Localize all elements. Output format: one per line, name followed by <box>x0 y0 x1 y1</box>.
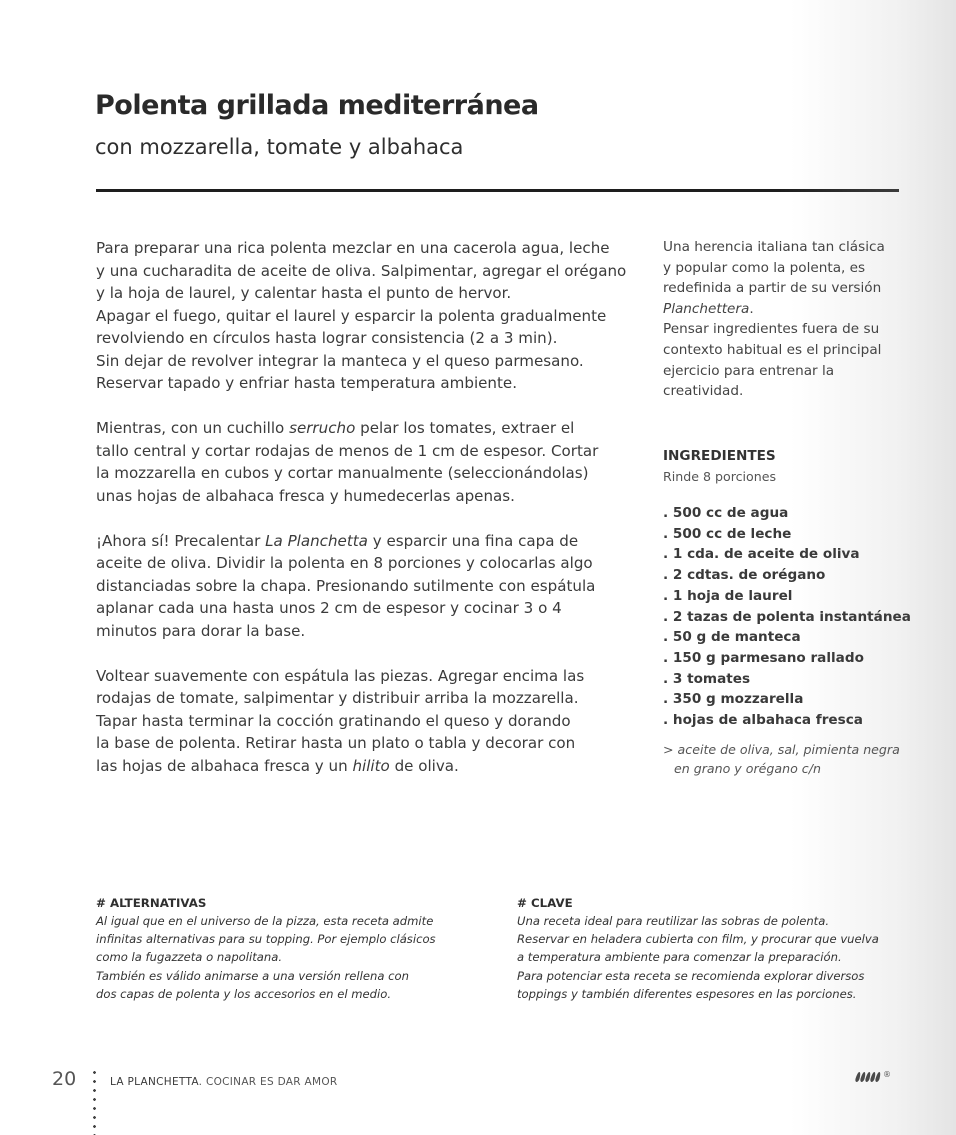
ingredient-item: . 2 cdtas. de orégano <box>663 567 826 584</box>
text-line: la base de polenta. Retirar hasta un plato o tabla y decorar con <box>96 734 576 752</box>
text-line: tallo central y cortar rodajas de menos de 1 cm de espesor. Cortar <box>96 441 599 460</box>
emphasis: serrucho <box>289 419 356 437</box>
footer-tagline <box>110 1076 338 1088</box>
text-line: unas hojas de albahaca fresca y humedecerlas apenas. <box>96 486 515 505</box>
instructions <box>96 237 636 800</box>
text-line: creatividad. <box>663 383 744 400</box>
ingredient-item: . 3 tomates <box>663 670 751 687</box>
leaf-logo-icon <box>856 1072 891 1082</box>
text-line: Apagar el fuego, quitar el laurel y esparcir la polenta gradualmente <box>96 306 607 325</box>
text-line: Sin dejar de revolver integrar la manteca y el queso parmesano. <box>96 351 584 370</box>
text-line: Reservar en heladera cubierta con film, y procurar que vuelva <box>517 932 879 947</box>
emphasis: Planchettera <box>663 300 750 317</box>
text-line: rodajas de tomate, salpimentar y distribuir arriba la mozzarella. <box>96 689 579 707</box>
recipe-title: Polenta grillada mediterránea <box>95 90 539 121</box>
text-line: y una cucharadita de aceite de oliva. Salpimentar, agregar el orégano <box>96 261 627 280</box>
leaf-shape <box>875 1072 882 1082</box>
text-line: distanciadas sobre la chapa. Presionando sutilmente con espátula <box>96 576 596 595</box>
text-line: y esparcir una fina capa de <box>367 531 579 550</box>
emphasis: La Planchetta <box>265 531 368 550</box>
text-line: Voltear suavemente con espátula las piezas. Agregar encima las <box>96 666 585 685</box>
clave-text <box>517 912 897 1003</box>
text-line: Una herencia italiana tan clásica <box>663 239 885 255</box>
text-line: a temperatura ambiente para comenzar la preparación. <box>517 950 842 965</box>
text-line: Al igual que en el universo de la pizza, esta receta admite <box>96 914 434 928</box>
text-line: contexto habitual es el principal <box>663 341 882 358</box>
instructions-paragraph-4 <box>96 665 636 778</box>
text-line: y la hoja de laurel, y calentar hasta el punto de hervor. <box>96 284 512 302</box>
text-line: minutos para dorar la base. <box>96 621 306 640</box>
text-line: dos capas de polenta y los accesorios en el medio. <box>96 986 392 1001</box>
ingredients-note <box>663 740 913 778</box>
ingredient-item: . 2 tazas de polenta instantánea <box>663 608 911 625</box>
text-line: ejercicio para entrenar la <box>663 362 835 379</box>
instructions-paragraph-2 <box>96 417 636 507</box>
text-line: ¡Ahora sí! Precalentar <box>96 531 266 550</box>
brand-name: LA PLANCHETTA <box>110 1076 199 1088</box>
ingredient-item: . 500 cc de leche <box>663 525 792 542</box>
text-line: Mientras, con un cuchillo <box>96 419 290 437</box>
ingredients-heading: INGREDIENTES <box>663 448 776 464</box>
recipe-subtitle: con mozzarella, tomate y albahaca <box>95 135 464 159</box>
text-line: . <box>749 300 754 317</box>
text-line: Para preparar una rica polenta mezclar en una cacerola agua, leche <box>96 239 610 257</box>
ingredients-list <box>663 503 911 731</box>
ingredient-item: . 350 g mozzarella <box>663 691 804 708</box>
instructions-paragraph-3 <box>96 530 636 643</box>
text-line: aceite de oliva. Dividir la polenta en 8 porciones y colocarlas algo <box>96 554 593 572</box>
ingredient-item: . 500 cc de agua <box>663 505 789 521</box>
text-line: Reservar tapado y enfriar hasta temperatura ambiente. <box>96 374 517 392</box>
text-line: pelar los tomates, extraer el <box>355 419 575 437</box>
text-line: Pensar ingredientes fuera de su <box>663 321 880 338</box>
emphasis: hilito <box>352 756 390 775</box>
text-line: revolviendo en círculos hasta lograr consistencia (2 a 3 min). <box>96 329 558 347</box>
dotted-divider <box>93 1068 96 1135</box>
ingredient-item: . hojas de albahaca fresca <box>663 712 863 729</box>
text-line: redefinida a partir de su versión <box>663 280 882 297</box>
ingredients-yield: Rinde 8 porciones <box>663 469 777 484</box>
text-line: la mozzarella en cubos y cortar manualmente (seleccionándolas) <box>96 464 589 482</box>
text-line: como la fugazzeta o napolitana. <box>96 950 282 965</box>
text-line: Para potenciar esta receta se recomienda explorar diversos <box>517 968 865 983</box>
tagline: . COCINAR ES DAR AMOR <box>198 1076 338 1088</box>
clave-heading: # CLAVE <box>517 896 573 910</box>
ingredient-item: . 1 cda. de aceite de oliva <box>663 546 860 563</box>
text-line: Tapar hasta terminar la cocción gratinando el queso y dorando <box>96 711 571 730</box>
text-line: de oliva. <box>389 756 459 775</box>
text-line: toppings y también diferentes espesores en las porciones. <box>517 986 857 1001</box>
alternativas-heading: # ALTERNATIVAS <box>96 896 207 910</box>
text-line: infinitas alternativas para su topping. Por ejemplo clásicos <box>96 932 436 947</box>
note-line: en grano y orégano c/n <box>674 761 821 776</box>
ingredient-item: . 150 g parmesano rallado <box>663 649 864 666</box>
alternativas-text <box>96 912 476 1003</box>
ingredient-item: . 50 g de manteca <box>663 629 801 646</box>
title-divider <box>96 189 899 192</box>
alternativas-box <box>96 896 476 1003</box>
text-line: También es válido animarse a una versión rellena con <box>96 968 409 983</box>
page-number: 20 <box>52 1068 77 1090</box>
text-line: aplanar cada una hasta unos 2 cm de espesor y cocinar 3 o 4 <box>96 599 562 617</box>
ingredient-item: . 1 hoja de laurel <box>663 587 793 604</box>
note-line: > aceite de oliva, sal, pimienta negra <box>663 742 900 757</box>
text-line: Una receta ideal para reutilizar las sobras de polenta. <box>517 914 830 928</box>
text-line: las hojas de albahaca fresca y un <box>96 756 353 775</box>
intro-sidebar <box>663 237 923 402</box>
instructions-paragraph-1 <box>96 237 636 395</box>
text-line: y popular como la polenta, es <box>663 259 866 276</box>
clave-box <box>517 896 897 1003</box>
registered-mark: ® <box>883 1070 891 1079</box>
